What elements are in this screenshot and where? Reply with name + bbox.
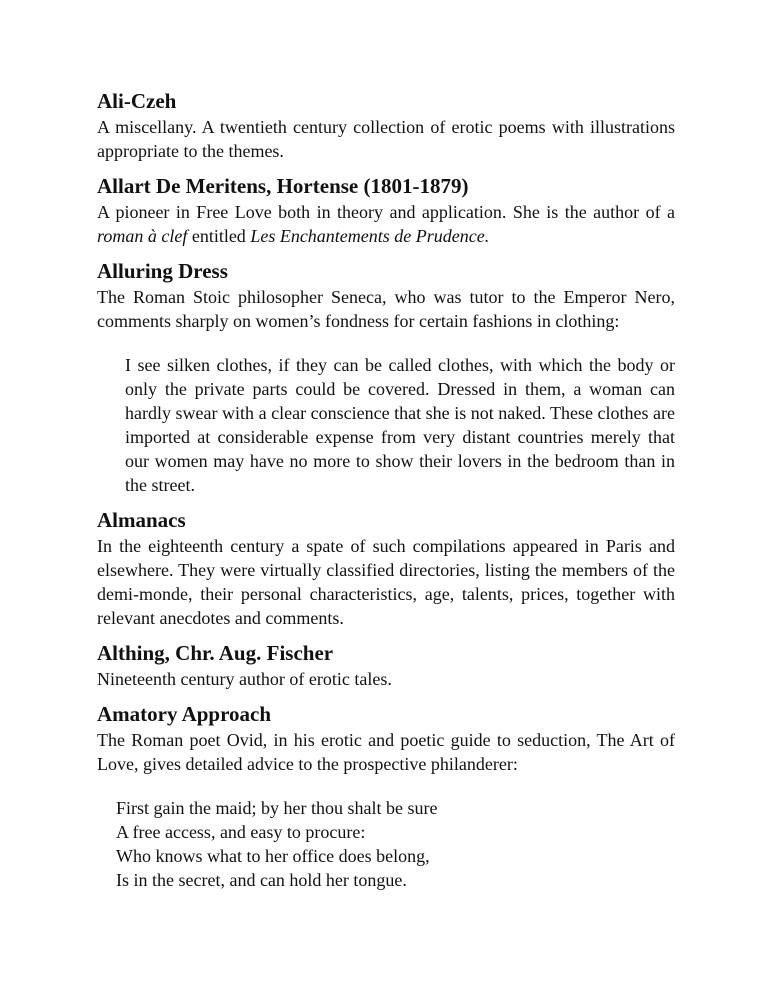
- entry-heading: Ali-Czeh: [97, 89, 177, 113]
- verse-line: Is in the secret, and can hold her tongue.: [116, 870, 407, 890]
- verse-line: First gain the maid; by her thou shalt be sure: [116, 798, 438, 818]
- entry-body: The Roman Stoic philosopher Seneca, who was tutor to the Emperor Nero, comments sharply on women’s fondness for certain fashions in clothing:: [97, 287, 675, 331]
- entry-althing: [97, 640, 675, 691]
- verse-line: A free access, and easy to procure:: [116, 822, 366, 842]
- entry-body: The Roman poet Ovid, in his erotic and poetic guide to seduction, The Art of Love, gives detailed advice to the prospective philanderer:: [97, 730, 675, 774]
- entry-body-text: entitled: [187, 226, 251, 246]
- entry-heading: Althing, Chr. Aug. Fischer: [97, 641, 334, 665]
- entry-heading: Almanacs: [97, 508, 186, 532]
- entry-body: Nineteenth century author of erotic tales.: [97, 669, 392, 689]
- entry-body: A miscellany. A twentieth century collection of erotic poems with illustrations appropriate to the themes.: [97, 117, 675, 161]
- entry-body-text: A pioneer in Free Love both in theory and application. She is the author of a: [97, 202, 675, 222]
- entry-heading: Allart De Meritens, Hortense (1801-1879): [97, 174, 469, 198]
- document-page: [97, 88, 675, 892]
- entry-blockquote: I see silken clothes, if they can be called clothes, with which the body or only the private parts could be covered. Dressed in them, a woman can hardly swear with a clear conscience that she is not naked. These clothes are imported at considerable expense from very distant countries merely that our women may have no more to show their lovers in the bedroom than in the street.: [125, 355, 675, 495]
- entry-body-italic: Les Enchantements de Prudence.: [250, 226, 490, 246]
- verse-line: Who knows what to her office does belong,: [116, 846, 430, 866]
- entry-amatory-approach: [97, 701, 675, 892]
- entry-body: In the eighteenth century a spate of such compilations appeared in Paris and elsewhere. They were virtually classified directories, listing the members of the demi-monde, their personal characteristics, age, talents, prices, together with relevant anecdotes and comments.: [97, 536, 675, 628]
- entry-almanacs: [97, 507, 675, 630]
- entry-alluring-dress: [97, 258, 675, 497]
- entry-ali-czeh: [97, 88, 675, 163]
- entry-heading: Alluring Dress: [97, 259, 228, 283]
- entry-allart-de-meritens: [97, 173, 675, 248]
- entry-verse: [116, 796, 675, 892]
- entry-body-italic: roman à clef: [97, 226, 188, 246]
- entry-body: [97, 200, 675, 248]
- entry-heading: Amatory Approach: [97, 702, 272, 726]
